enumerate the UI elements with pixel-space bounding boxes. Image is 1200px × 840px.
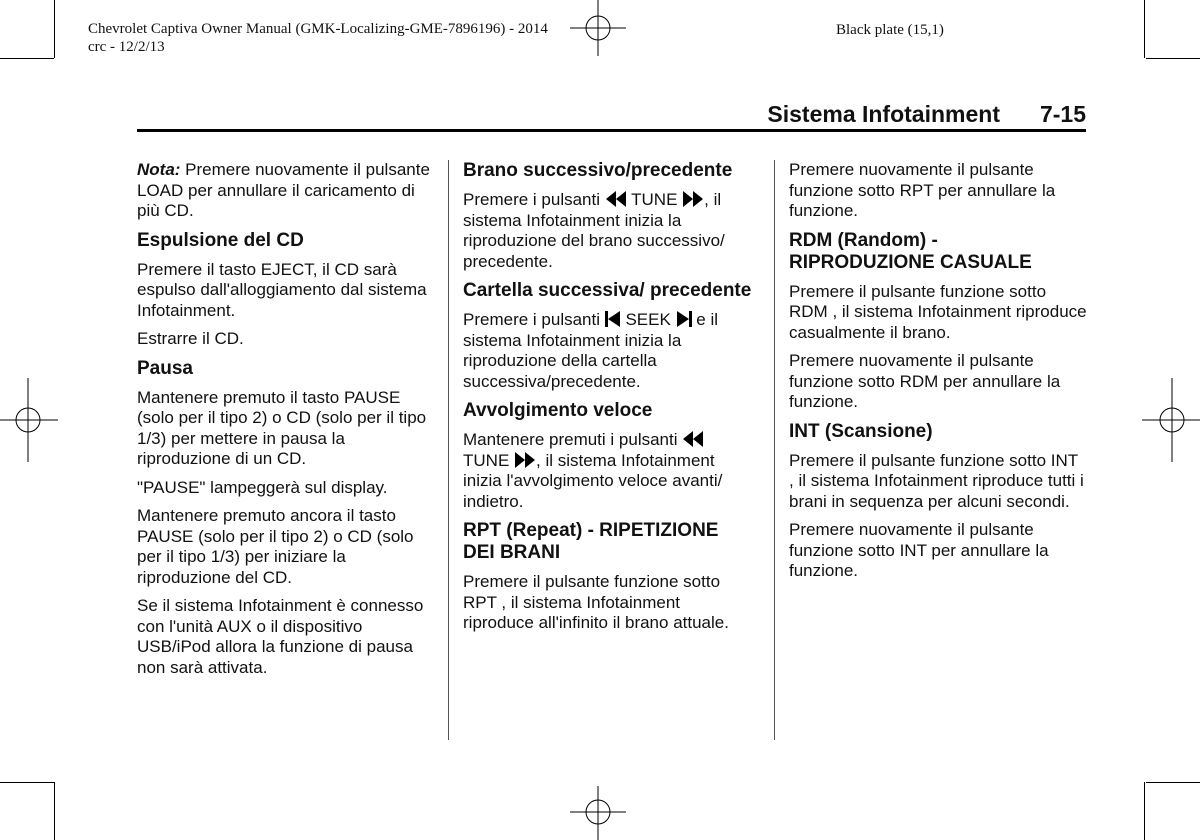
paragraph: Premere il tasto EJECT, il CD sarà espulso dall'alloggiamento dal sistema Infotainment. — [137, 259, 427, 320]
print-meta-line-2: crc - 12/2/13 — [88, 39, 165, 55]
paragraph: Premere il pulsante funzione sotto RDM , il sistema Infotainment riproduce casualmente il brano. — [789, 281, 1087, 342]
heading-fast-wind: Avvolgimento veloce — [463, 400, 653, 421]
section-title: Sistema Infotainment — [767, 101, 1000, 127]
seek-forward-icon — [676, 311, 692, 327]
paragraph: Premere nuovamente il pulsante funzione sotto RPT per annullare la funzione. — [789, 160, 1056, 220]
fast-forward-icon — [514, 452, 536, 468]
heading-scan: INT (Scansione) — [789, 420, 933, 442]
column-3 — [789, 160, 1087, 590]
text-run: SEEK — [620, 310, 676, 329]
crop-mark — [1146, 58, 1200, 59]
heading-track: Brano successivo/precedente — [463, 160, 733, 181]
paragraph: Premere nuovamente il pulsante funzione sotto INT per annullare la funzione. — [789, 520, 1049, 580]
paragraph: Premere nuovamente il pulsante funzione sotto RDM per annullare la funzione. — [789, 351, 1061, 411]
fast-forward-icon — [682, 191, 704, 207]
seek-back-icon — [605, 311, 621, 327]
registration-mark-icon — [1142, 378, 1200, 462]
heading-random: RDM (Random) - RIPRODUZIONE CASUALE — [789, 229, 1032, 273]
paragraph — [463, 430, 755, 512]
heading-eject: Espulsione del CD — [137, 229, 304, 251]
page-number: 7-15 — [1039, 101, 1086, 127]
paragraph — [463, 190, 755, 272]
registration-mark-icon — [0, 378, 58, 462]
column-2 — [463, 160, 755, 642]
rewind-icon — [682, 431, 704, 447]
heading-folder: Cartella successiva/ precedente — [463, 280, 752, 301]
text-run: TUNE — [463, 450, 514, 470]
paragraph: Mantenere premuto ancora il tasto PAUSE (solo per il tipo 2) o CD (solo per il tipo 1/3) per iniziare la riproduzione del CD. — [137, 506, 414, 587]
paragraph: Premere il pulsante funzione sotto INT , il sistema Infotainment riproduce tutti i brani in sequenza per alcuni secondi. — [789, 450, 1084, 511]
rewind-icon — [605, 191, 627, 207]
note-label: Nota: — [137, 160, 181, 179]
plate-label: Black plate (15,1) — [836, 22, 944, 38]
paragraph: "PAUSE" lampeggerà sul display. — [137, 477, 388, 497]
note-text: Premere nuovamente il pulsante LOAD per annullare il caricamento di più CD. — [137, 160, 430, 220]
registration-mark-icon — [570, 0, 626, 56]
column-divider — [448, 160, 449, 740]
column-divider — [774, 160, 775, 740]
text-run: , il sistema Infotainment inizia l'avvolgimento veloce avanti/ indietro. — [463, 450, 723, 511]
crop-mark — [1144, 782, 1145, 840]
crop-mark — [1146, 782, 1200, 783]
note-paragraph — [137, 160, 435, 222]
print-meta — [88, 20, 548, 56]
text-run: , il sistema Infotainment inizia la riproduzione del brano successivo/ precedente. — [463, 190, 725, 271]
section-header — [137, 101, 1086, 132]
registration-mark-icon — [570, 786, 626, 840]
crop-mark — [54, 782, 55, 840]
text-run: e il sistema Infotainment inizia la riproduzione della cartella successiva/precedente. — [463, 310, 719, 391]
text-run: TUNE — [626, 190, 683, 209]
crop-mark — [54, 0, 55, 58]
heading-pause: Pausa — [137, 357, 193, 379]
text-run: Premere i pulsanti — [463, 190, 605, 209]
paragraph: Se il sistema Infotainment è connesso con l'unità AUX o il dispositivo USB/iPod allora la funzione di pausa non sarà attivata. — [137, 596, 424, 677]
paragraph: Premere il pulsante funzione sotto RPT , il sistema Infotainment riproduce all'infinito il brano attuale. — [463, 572, 729, 632]
text-run: Premere i pulsanti — [463, 310, 605, 329]
paragraph: Mantenere premuto il tasto PAUSE (solo per il tipo 2) o CD (solo per il tipo 1/3) per mettere in pausa la riproduzione di un CD. — [137, 387, 427, 468]
crop-mark — [0, 782, 54, 783]
text-run: Mantenere premuti i pulsanti — [463, 430, 683, 449]
heading-repeat: RPT (Repeat) - RIPETIZIONE DEI BRANI — [463, 520, 719, 563]
crop-mark — [1144, 0, 1145, 58]
print-meta-line-1: Chevrolet Captiva Owner Manual (GMK-Localizing-GME-7896196) - 2014 — [88, 21, 548, 37]
paragraph: Estrarre il CD. — [137, 329, 244, 348]
column-1 — [137, 160, 435, 686]
crop-mark — [0, 58, 54, 59]
paragraph — [463, 310, 755, 392]
